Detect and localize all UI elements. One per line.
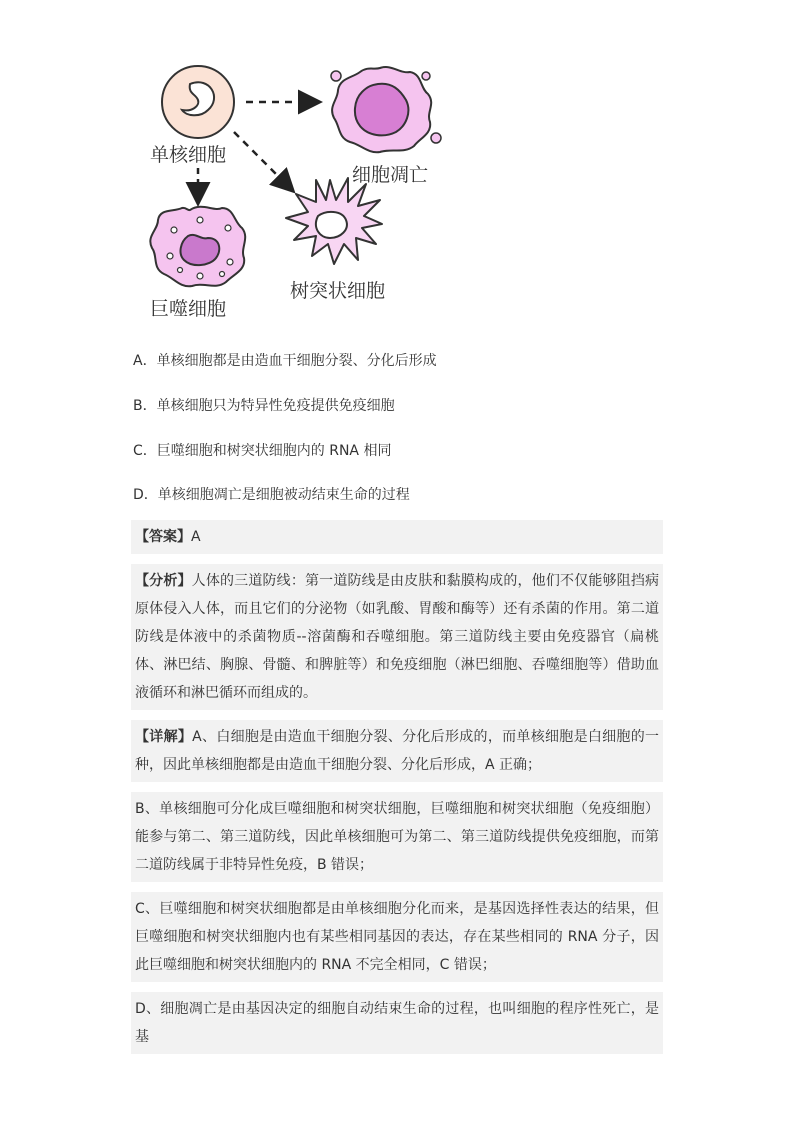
option-a: A．单核细胞都是由造血干细胞分裂、分化后形成 bbox=[133, 353, 437, 369]
dendritic-cell bbox=[286, 178, 382, 264]
label-dendritic: 树突状细胞 bbox=[290, 280, 386, 302]
detail-paragraph-b: B、单核细胞可分化成巨噬细胞和树突状细胞，巨噬细胞和树突状细胞（免疫细胞）能参与第二、第三道防线，因此单核细胞可为第二、第三道防线提供免疫细胞，而第二道防线属于非特异性免疫，B 错误； bbox=[135, 801, 659, 873]
answer-tag: 【答案】 bbox=[135, 529, 191, 545]
arrow-to-dendritic bbox=[234, 132, 292, 190]
cell-differentiation-diagram bbox=[130, 60, 450, 330]
analysis-paragraph bbox=[131, 564, 663, 710]
answer-section bbox=[131, 520, 663, 1054]
label-monocyte: 单核细胞 bbox=[150, 144, 227, 166]
spacer bbox=[131, 782, 663, 792]
label-macrophage: 巨噬细胞 bbox=[150, 298, 227, 320]
apoptotic-cell bbox=[331, 67, 441, 152]
option-b: B．单核细胞只为特异性免疫提供免疫细胞 bbox=[133, 398, 395, 414]
answer-value: A bbox=[191, 529, 201, 545]
detail-paragraph-a bbox=[131, 720, 663, 782]
detail-a-text: A、白细胞是由造血干细胞分裂、分化后形成的，而单核细胞是白细胞的一种，因此单核细胞都是由造血干细胞分裂、分化后形成，A 正确； bbox=[135, 729, 660, 773]
monocyte-cell bbox=[162, 66, 234, 138]
detail-paragraph-c: C、巨噬细胞和树突状细胞都是由单核细胞分化而来，是基因选择性表达的结果，但巨噬细胞和树突状细胞内也有某些相同基因的表达，存在某些相同的 RNA 分子，因此巨噬细胞和树突状细胞内的 RNA 不完全相同，C 错误； bbox=[135, 901, 659, 973]
spacer bbox=[131, 554, 663, 564]
option-d: D．单核细胞凋亡是细胞被动结束生命的过程 bbox=[133, 487, 410, 503]
detail-tag: 【详解】 bbox=[135, 729, 193, 745]
analysis-tag: 【分析】 bbox=[135, 573, 192, 589]
option-c: C．巨噬细胞和树突状细胞内的 RNA 相同 bbox=[133, 443, 392, 459]
label-apoptosis: 细胞凋亡 bbox=[352, 164, 429, 186]
analysis-text: 人体的三道防线：第一道防线是由皮肤和黏膜构成的，他们不仅能够阻挡病原体侵入人体，而且它们的分泌物（如乳酸、胃酸和酶等）还有杀菌的作用。第二道防线是体液中的杀菌物质--溶菌酶和吞噬细胞。第三道防线主要由免疫器官（扁桃体、淋巴结、胸腺、骨髓、和脾脏等）和免疫细胞（淋巴细胞、吞噬细胞等）借助血液循环和淋巴循环而组成的。 bbox=[135, 573, 660, 701]
spacer bbox=[131, 882, 663, 892]
detail-paragraph-d: D、细胞凋亡是由基因决定的细胞自动结束生命的过程，也叫细胞的程序性死亡，是基 bbox=[135, 1001, 659, 1045]
spacer bbox=[131, 982, 663, 992]
answer-line bbox=[131, 520, 663, 554]
macrophage-cell bbox=[150, 207, 245, 286]
spacer bbox=[131, 710, 663, 720]
